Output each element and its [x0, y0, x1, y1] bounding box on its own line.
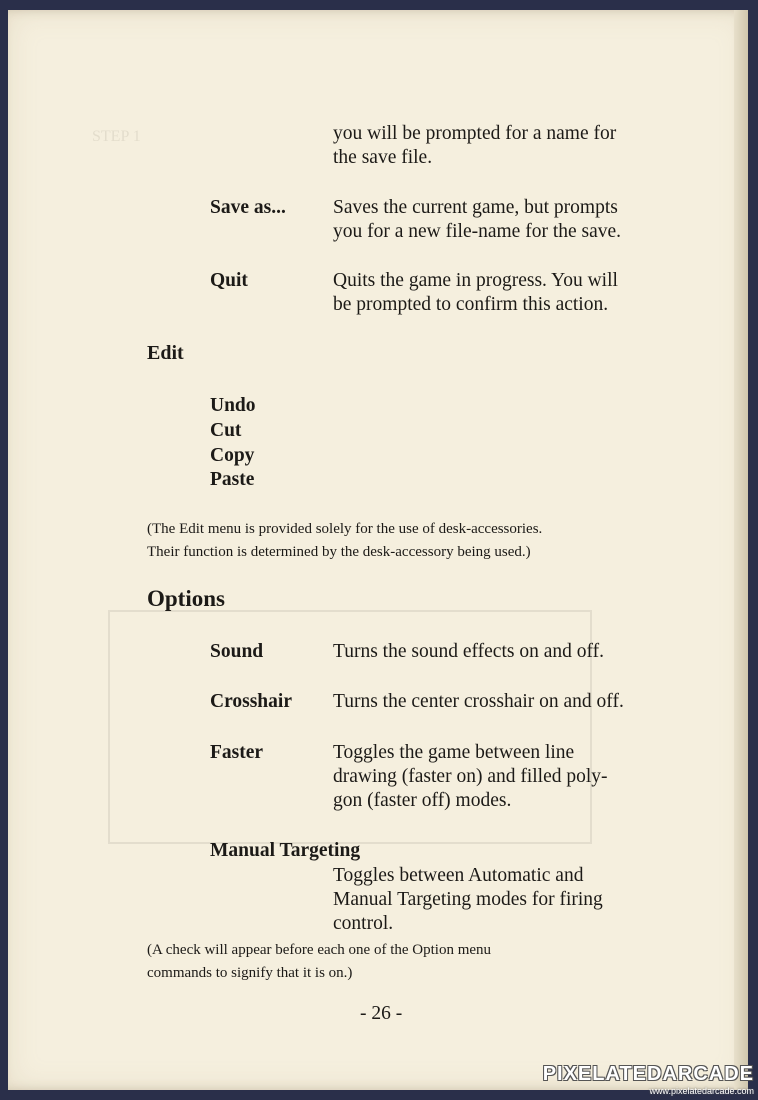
watermark-url: www.pixelatedarcade.com	[649, 1086, 754, 1096]
save-as-description-line-1: Saves the current game, but prompts	[333, 197, 618, 218]
save-as-label: Save as...	[210, 197, 286, 218]
page-spine-shadow	[734, 10, 748, 1090]
site-watermark	[543, 1063, 754, 1096]
edit-note-line-1: (The Edit menu is provided solely for the use of desk-accessories.	[147, 521, 543, 537]
options-note-line-1: (A check will appear before each one of the Option menu	[147, 942, 492, 958]
edit-heading: Edit	[147, 342, 184, 364]
edit-item-cut: Cut	[210, 420, 242, 441]
sound-label: Sound	[210, 641, 264, 662]
save-description-line-2: the save file.	[333, 147, 433, 168]
manual-targeting-description-line-1: Toggles between Automatic and	[333, 865, 584, 886]
crosshair-label: Crosshair	[210, 691, 292, 712]
options-note-line-2: commands to signify that it is on.)	[147, 965, 353, 981]
edit-item-copy: Copy	[210, 445, 255, 466]
edit-note-line-2: Their function is determined by the desk-accessory being used.)	[147, 544, 531, 560]
crosshair-description: Turns the center crosshair on and off.	[333, 691, 624, 712]
quit-description-line-1: Quits the game in progress. You will	[333, 270, 618, 291]
faster-description-line-2: drawing (faster on) and filled poly-	[333, 766, 608, 787]
save-as-description-line-2: you for a new file-name for the save.	[333, 221, 622, 242]
faster-description-line-1: Toggles the game between line	[333, 742, 575, 763]
manual-targeting-description-line-3: control.	[333, 913, 394, 934]
manual-targeting-description-line-2: Manual Targeting modes for firing	[333, 889, 603, 910]
manual-targeting-label: Manual Targeting	[210, 840, 361, 861]
manual-page	[8, 10, 748, 1090]
edit-item-undo: Undo	[210, 395, 256, 416]
page-number: - 26 -	[360, 1003, 403, 1024]
bleed-through-text: STEP 1	[92, 128, 377, 145]
quit-label: Quit	[210, 270, 248, 291]
options-heading: Options	[147, 586, 225, 611]
faster-description-line-3: gon (faster off) modes.	[333, 790, 512, 811]
save-description-line-1: you will be prompted for a name for	[333, 123, 617, 144]
sound-description: Turns the sound effects on and off.	[333, 641, 604, 662]
edit-item-paste: Paste	[210, 469, 255, 490]
watermark-name: PIXELATEDARCADE	[542, 1063, 754, 1085]
faster-label: Faster	[210, 742, 264, 763]
quit-description-line-2: be prompted to confirm this action.	[333, 294, 609, 315]
